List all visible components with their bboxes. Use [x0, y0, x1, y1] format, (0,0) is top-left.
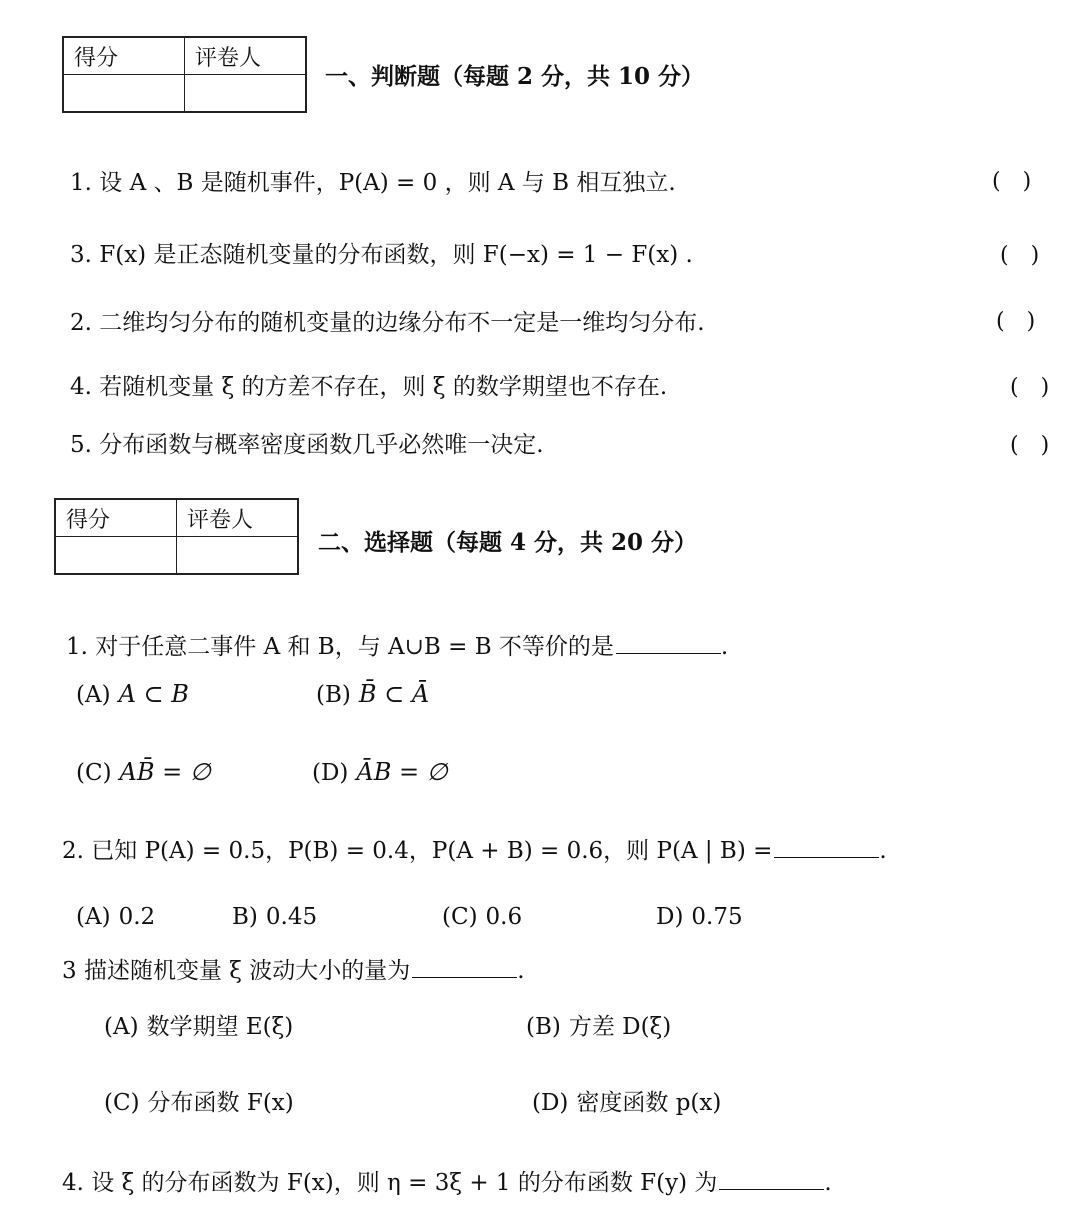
answer-paren: ( )	[1000, 243, 1040, 268]
mc1-option-a	[76, 680, 189, 708]
question-text: F(x) 是正态随机变量的分布函数，则 F(−x) = 1 − F(x) .	[99, 242, 693, 268]
answer-blank	[774, 837, 879, 858]
option-label: (D)	[532, 1090, 569, 1116]
answer-paren: ( )	[1010, 375, 1050, 400]
option-label: (B)	[316, 682, 351, 708]
option-label: (C)	[76, 760, 112, 786]
mc2-option-c	[442, 904, 522, 930]
option-label: (C)	[104, 1090, 140, 1116]
question-text: 1.	[66, 634, 88, 660]
option-text: AB̄ = ∅	[119, 758, 211, 786]
option-text: 数学期望 E(ξ)	[146, 1014, 294, 1040]
mc1-option-d	[312, 758, 448, 786]
mc3-option-d	[532, 1084, 721, 1117]
question-text: 5.	[70, 432, 92, 458]
question-text: 4.	[62, 1170, 84, 1196]
grader-label: 评卷人	[177, 499, 299, 537]
question-text: 设 A 、B 是随机事件，P(A) = 0 ，则 A 与 B 相互独立.	[99, 170, 676, 196]
option-label: (A)	[104, 1014, 139, 1040]
option-text: 0.6	[485, 904, 523, 930]
score-table-section2	[54, 498, 299, 575]
tf-question-5	[70, 426, 544, 459]
question-text: 3	[62, 958, 77, 984]
tf-question-1	[70, 164, 676, 197]
mc3-option-b	[526, 1008, 671, 1041]
score-cell	[63, 75, 185, 113]
mc2-option-a	[76, 904, 155, 930]
tf-question-2	[70, 304, 705, 337]
section2-heading: 二、选择题（每题 4 分，共 20 分）	[318, 529, 698, 556]
grader-cell	[185, 75, 307, 113]
question-text: 2.	[62, 838, 84, 864]
mc-question-4	[62, 1164, 832, 1197]
option-label: B)	[232, 904, 258, 930]
question-text: 二维均匀分布的随机变量的边缘分布不一定是一维均匀分布.	[99, 310, 705, 336]
option-text: ĀB = ∅	[356, 758, 448, 786]
mc2-option-d	[656, 904, 743, 930]
option-label: (B)	[526, 1014, 561, 1040]
question-text: 分布函数与概率密度函数几乎必然唯一决定.	[99, 432, 544, 458]
answer-blank	[719, 1169, 824, 1190]
score-table-section1	[62, 36, 307, 113]
mc1-option-c	[76, 758, 211, 786]
mc2-option-b	[232, 904, 317, 930]
answer-blank	[412, 957, 517, 978]
tf-question-3	[70, 236, 693, 269]
section1-heading: 一、判断题（每题 2 分，共 10 分）	[325, 63, 705, 90]
question-text: 对于任意二事件 A 和 B，与 A∪B = B 不等价的是	[95, 634, 614, 660]
tf-question-4	[70, 368, 667, 401]
question-text: 3.	[70, 242, 92, 268]
grader-cell	[177, 537, 299, 575]
score-label: 得分	[55, 499, 177, 537]
mc-question-2	[62, 832, 887, 865]
option-text: 方差 D(ξ)	[568, 1014, 672, 1040]
question-tail: .	[517, 958, 525, 984]
option-text: 0.75	[691, 904, 743, 930]
mc-question-1	[66, 628, 728, 661]
option-label: (C)	[442, 904, 478, 930]
option-text: B̄ ⊂ Ā	[358, 680, 430, 708]
answer-paren: ( )	[992, 169, 1032, 194]
option-text: 0.2	[118, 904, 156, 930]
question-tail: .	[879, 838, 887, 864]
score-label: 得分	[63, 37, 185, 75]
option-label: (A)	[76, 682, 111, 708]
answer-blank	[616, 633, 721, 654]
grader-label: 评卷人	[185, 37, 307, 75]
option-label: D)	[656, 904, 684, 930]
score-cell	[55, 537, 177, 575]
mc3-option-a	[104, 1008, 293, 1041]
option-text: A ⊂ B	[118, 680, 189, 708]
question-text: 2.	[70, 310, 92, 336]
question-text: 1.	[70, 170, 92, 196]
question-text: 描述随机变量 ξ 波动大小的量为	[83, 958, 411, 984]
option-label: (D)	[312, 760, 349, 786]
answer-paren: ( )	[996, 309, 1036, 334]
mc1-option-b	[316, 680, 429, 708]
question-text: 已知 P(A) = 0.5，P(B) = 0.4，P(A + B) = 0.6，则 P(A | B) =	[91, 838, 773, 864]
question-text: 设 ξ 的分布函数为 F(x)，则 η = 3ξ + 1 的分布函数 F(y) 为	[91, 1170, 718, 1196]
option-text: 分布函数 F(x)	[147, 1090, 294, 1116]
option-label: (A)	[76, 904, 111, 930]
option-text: 0.45	[265, 904, 318, 930]
mc3-option-c	[104, 1084, 294, 1117]
option-text: 密度函数 p(x)	[576, 1090, 722, 1116]
answer-paren: ( )	[1010, 433, 1050, 458]
question-text: 4.	[70, 374, 92, 400]
question-tail: .	[824, 1170, 832, 1196]
question-text: 若随机变量 ξ 的方差不存在，则 ξ 的数学期望也不存在.	[99, 374, 668, 400]
question-tail: .	[720, 634, 729, 660]
mc-question-3	[62, 952, 525, 985]
